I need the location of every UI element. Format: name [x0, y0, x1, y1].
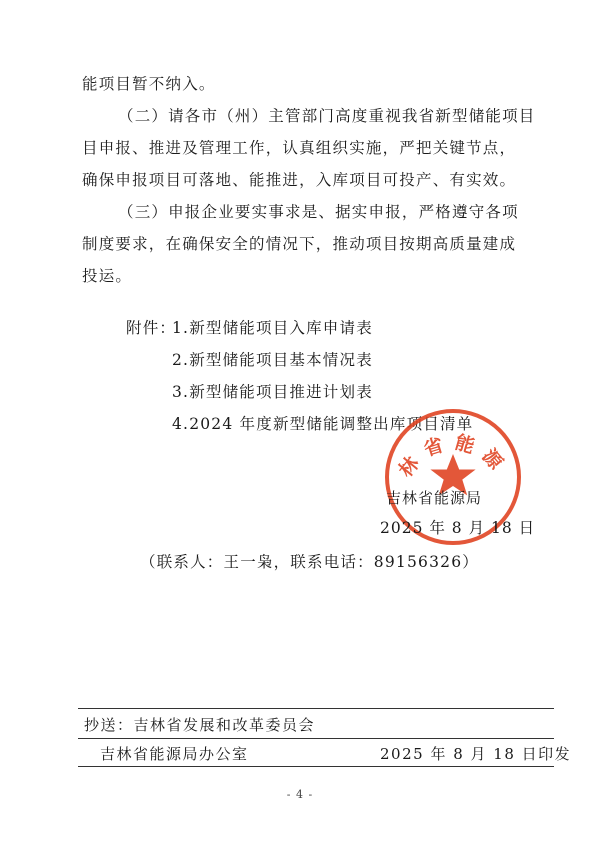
body-line-5: （三）申报企业要实事求是、据实申报，严格遵守各项 [118, 203, 519, 221]
contact-info: （联系人：王一枭，联系电话：89156326） [140, 553, 479, 571]
body-line-7: 投运。 [82, 267, 133, 285]
attachment-item-2: 2.新型储能项目基本情况表 [172, 351, 373, 369]
footer-cc: 抄送：吉林省发展和改革委员会 [84, 716, 316, 734]
footer-rule-middle [78, 738, 554, 739]
attachment-item-1: 1.新型储能项目入库申请表 [172, 319, 373, 337]
body-line-2: （二）请各市（州）主管部门高度重视我省新型储能项目 [118, 107, 536, 125]
footer-issuer: 吉林省能源局办公室 [100, 745, 249, 763]
footer-issue-date: 2025 年 8 月 18 日印发 [380, 745, 572, 763]
page-number: - 4 - [286, 788, 314, 801]
attachment-item-4: 4.2024 年度新型储能调整出库项目清单 [172, 415, 474, 433]
body-line-3: 目申报、推进及管理工作，认真组织实施，严把关键节点， [82, 139, 517, 157]
body-line-4: 确保申报项目可落地、能推进，入库项目可投产、有实效。 [82, 171, 517, 189]
svg-text:林省能源: 林省能源 [394, 431, 513, 482]
signature-org: 吉林省能源局 [386, 489, 483, 507]
attachments-label: 附件： [126, 319, 177, 337]
body-line-6: 制度要求，在确保安全的情况下，推动项目按期高质量建成 [82, 235, 517, 253]
signature-date: 2025 年 8 月 18 日 [380, 519, 536, 537]
body-line-1: 能项目暂不纳入。 [82, 75, 216, 93]
attachment-item-3: 3.新型储能项目推进计划表 [172, 383, 373, 401]
footer-rule-top [78, 708, 554, 709]
footer-rule-bottom [78, 766, 554, 767]
